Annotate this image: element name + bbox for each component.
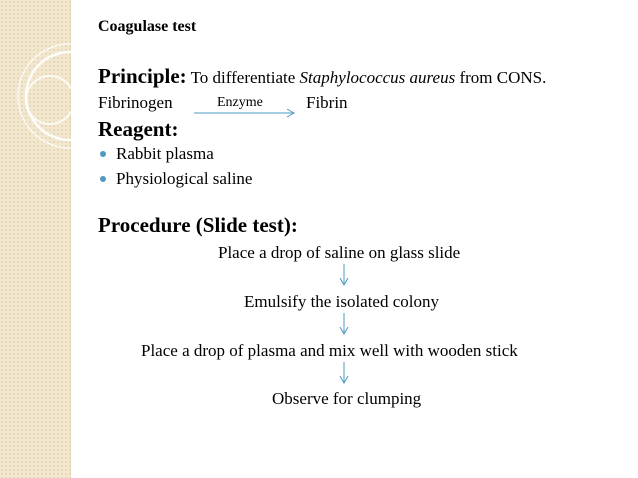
organism-name: Staphylococcus aureus (299, 68, 456, 87)
principle-line (98, 64, 546, 89)
procedure-step-1: Place a drop of saline on glass slide (218, 243, 461, 262)
procedure-step-2: Emulsify the isolated colony (244, 292, 439, 311)
reagent-item-label: Physiological saline (116, 169, 253, 188)
reaction-arrow-icon (193, 107, 297, 119)
down-arrow-icon (338, 264, 350, 286)
reagent-heading: Reagent: (98, 117, 179, 141)
slide-content (98, 0, 628, 478)
reaction-enzyme: Enzyme (217, 95, 263, 110)
procedure-step-3: Place a drop of plasma and mix well with wooden stick (141, 341, 518, 360)
bullet-icon (100, 151, 106, 157)
reaction-substrate: Fibrinogen (98, 93, 173, 112)
principle-text-after: from CONS. (455, 68, 547, 87)
procedure-step-4: Observe for clumping (272, 389, 422, 408)
reagent-item (98, 169, 252, 189)
down-arrow-icon (338, 362, 350, 384)
slide-title: Coagulase test (98, 18, 197, 35)
procedure-heading: Procedure (Slide test): (98, 213, 298, 237)
reagent-item-label: Rabbit plasma (116, 144, 214, 163)
reagent-item (98, 144, 214, 164)
principle-label: Principle: (98, 64, 187, 88)
reaction-product: Fibrin (306, 93, 348, 112)
principle-text-before: To differentiate (186, 68, 300, 87)
down-arrow-icon (338, 313, 350, 335)
bullet-icon (100, 176, 106, 182)
